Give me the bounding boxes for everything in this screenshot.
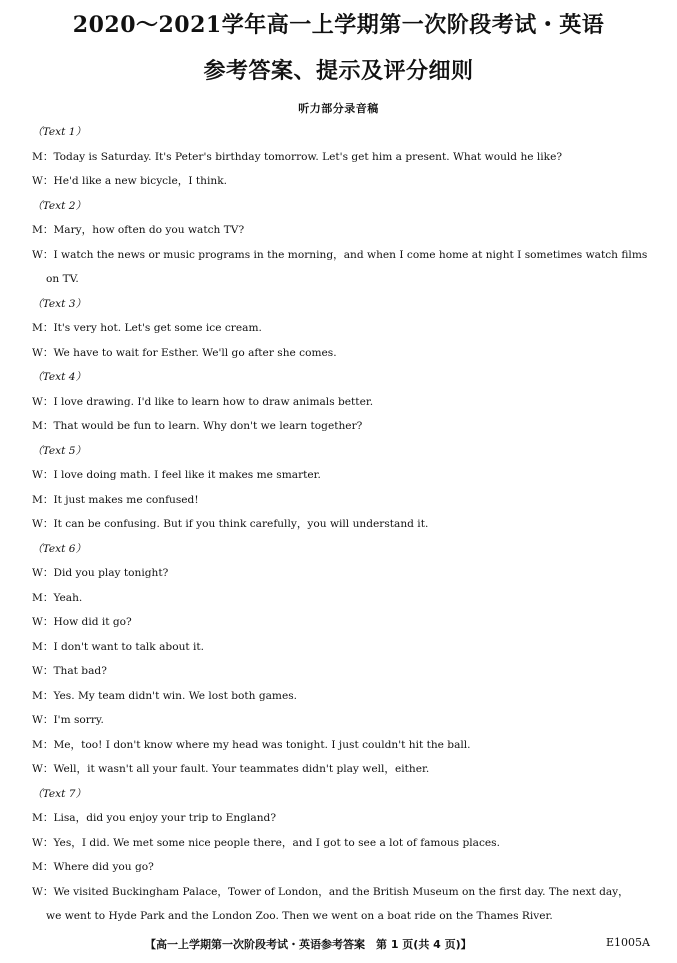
text-label: （Text 6） <box>32 542 87 555</box>
text-label: （Text 1） <box>32 126 87 138</box>
dialogue-line: M：Today is Saturday. It's Peter's birthday tomorrow. Let's get him a present. What would he like? <box>32 150 563 163</box>
dialogue-line: W：Yes，I did. We met some nice people there，and I got to see a lot of famous places. <box>32 836 500 849</box>
text-label: （Text 7） <box>32 787 87 800</box>
dialogue-line: W：How did it go? <box>32 616 132 628</box>
dialogue-line: W：He'd like a new bicycle，I think. <box>32 175 227 187</box>
dialogue-line: W：I love drawing. I'd like to learn how to draw animals better. <box>32 395 374 408</box>
dialogue-line: W：I watch the news or music programs in the morning，and when I come home at night I sometimes watch films <box>32 248 648 261</box>
footer-page-info: 【高一上学期第一次阶段考试・英语参考答案 第 1 页(共 4 页)】 <box>145 938 472 951</box>
dialogue-line: W：I love doing math. I feel like it makes me smarter. <box>32 469 321 481</box>
dialogue-line: M：Yeah. <box>32 591 83 604</box>
dialogue-line: M：It just makes me confused! <box>32 493 199 506</box>
dialogue-line: M：That would be fun to learn. Why don't we learn together? <box>32 420 363 432</box>
document-subtitle: 参考答案、提示及评分细则 <box>203 58 474 84</box>
document-title: 2020～2021学年高一上学期第一次阶段考试・英语 <box>72 12 605 38</box>
dialogue-line: M：I don't want to talk about it. <box>32 640 205 653</box>
dialogue-continuation: we went to Hyde Park and the London Zoo. Then we went on a boat ride on the Thames River. <box>46 910 553 922</box>
footer-code: E1005A <box>606 936 650 949</box>
dialogue-line: M：Mary，how often do you watch TV? <box>32 224 245 236</box>
dialogue-line: W：We have to wait for Esther. We'll go after she comes. <box>32 346 337 359</box>
transcript-body <box>32 120 660 929</box>
text-label: （Text 4） <box>32 371 87 383</box>
dialogue-line: W：I'm sorry. <box>32 714 104 726</box>
dialogue-line: W：Well，it wasn't all your fault. Your teammates didn't play well，either. <box>32 763 430 775</box>
dialogue-line: M：Lisa，did you enjoy your trip to England? <box>32 812 276 824</box>
dialogue-line: M：Yes. My team didn't win. We lost both games. <box>32 689 298 702</box>
text-label: （Text 5） <box>32 444 87 457</box>
dialogue-line: M：It's very hot. Let's get some ice cream. <box>32 322 262 334</box>
dialogue-line: W：That bad? <box>32 665 107 677</box>
dialogue-line: M：Where did you go? <box>32 861 154 873</box>
section-heading: 听力部分录音稿 <box>298 102 379 115</box>
dialogue-line: M：Me，too! I don't know where my head was tonight. I just couldn't hit the ball. <box>32 738 471 751</box>
page-footer <box>0 936 677 956</box>
text-label: （Text 2） <box>32 199 87 212</box>
text-label: （Text 3） <box>32 297 87 310</box>
dialogue-continuation: on TV. <box>46 273 79 285</box>
dialogue-line: W：We visited Buckingham Palace，Tower of London，and the British Museum on the first day. The next day， <box>32 885 629 898</box>
dialogue-line: W：Did you play tonight? <box>32 567 169 579</box>
dialogue-line: W：It can be confusing. But if you think carefully，you will understand it. <box>32 518 429 530</box>
